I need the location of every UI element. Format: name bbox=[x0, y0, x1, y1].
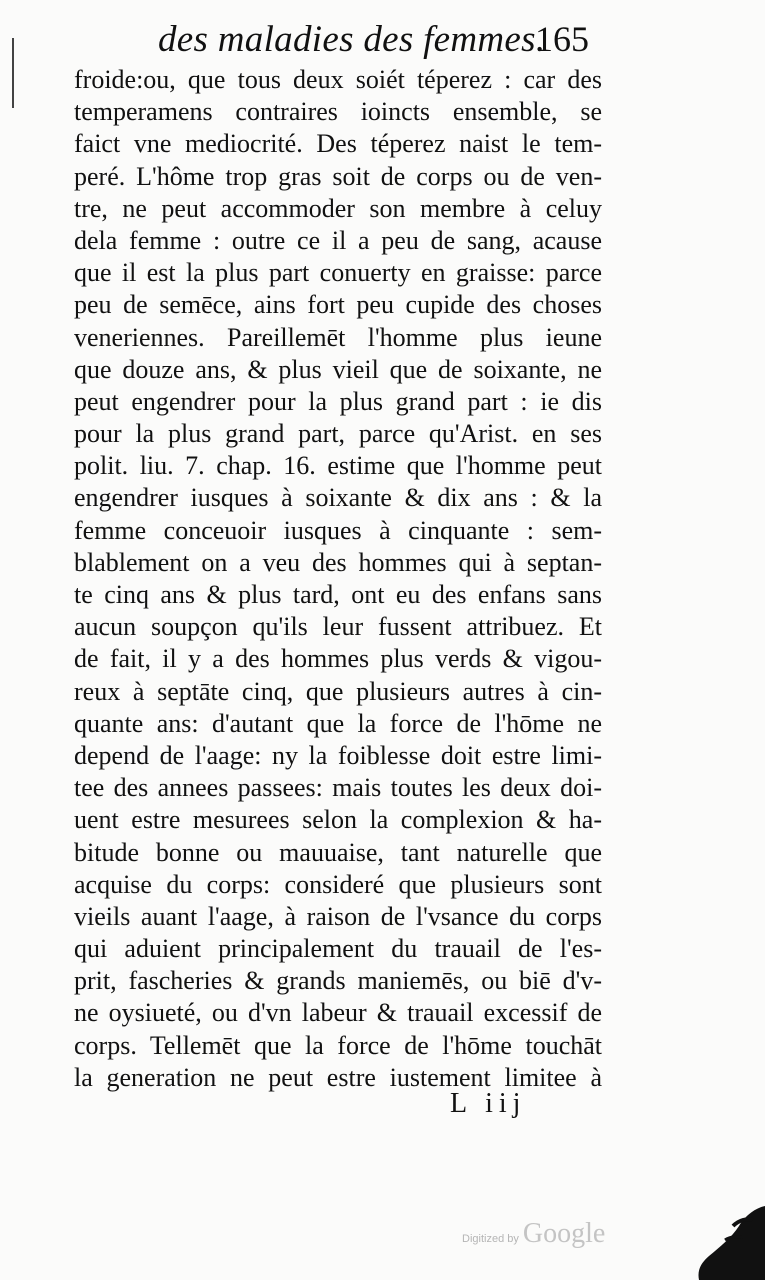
watermark-brand: Google bbox=[522, 1218, 606, 1249]
text-line: bitude bonne ou mauuaise, tant naturelle que bbox=[74, 837, 602, 867]
text-line: aucun soupçon qu'ils leur fussent attribuez. Et bbox=[74, 612, 602, 642]
margin-rule bbox=[12, 38, 14, 108]
running-head: des maladies des femmes. bbox=[158, 19, 546, 60]
text-line: polit. liu. 7. chap. 16. estime que l'homme peut bbox=[74, 451, 602, 481]
text-line: acquise du corps: consideré que plusieurs sont bbox=[74, 869, 602, 899]
text-line: vieils auant l'aage, à raison de l'vsance du corps bbox=[74, 901, 602, 931]
text-line: ne oysiueté, ou d'vn labeur & trauail excessif de bbox=[74, 998, 602, 1028]
text-line: peré. L'hôme trop gras soit de corps ou de ven- bbox=[74, 161, 602, 191]
text-line: blablement on a veu des hommes qui à septan- bbox=[74, 547, 602, 577]
text-line: femme conceuoir iusques à cinquante : sem- bbox=[74, 515, 602, 545]
text-line: te cinq ans & plus tard, ont eu des enfans sans bbox=[74, 580, 602, 609]
scan-finger-mark-icon bbox=[695, 1196, 765, 1280]
text-line: tee des annees passees: mais toutes les deux doi- bbox=[74, 773, 602, 803]
text-line: depend de l'aage: ny la foiblesse doit estre limi- bbox=[74, 740, 602, 770]
text-line: tre, ne peut accommoder son membre à celuy bbox=[74, 193, 602, 223]
text-line: que douze ans, & plus vieil que de soixante, ne bbox=[74, 354, 602, 384]
watermark-prefix: Digitized by bbox=[462, 1233, 519, 1245]
text-line: uent estre mesurees selon la complexion & ha- bbox=[74, 805, 602, 835]
text-line: de fait, il y a des hommes plus verds & vigou- bbox=[74, 644, 602, 674]
page-number: 165 bbox=[535, 19, 589, 59]
text-line: prit, fascheries & grands maniemēs, ou biē d'v- bbox=[74, 966, 602, 996]
text-line: faict vne mediocrité. Des téperez naist le tem- bbox=[74, 129, 602, 159]
text-line: veneriennes. Pareillemēt l'homme plus ieune bbox=[74, 322, 602, 352]
text-line: dela femme : outre ce il a peu de sang, acause bbox=[74, 225, 602, 255]
signature-mark: L iij bbox=[450, 1088, 527, 1119]
text-line: corps. Tellemēt que la force de l'hōme touchāt bbox=[74, 1030, 602, 1060]
body-text bbox=[74, 64, 602, 1094]
text-line: froide:ou, que tous deux soiét téperez : car des bbox=[74, 65, 602, 94]
text-line: pour la plus grand part, parce qu'Arist. en ses bbox=[74, 419, 602, 449]
text-line: engendrer iusques à soixante & dix ans : & la bbox=[74, 483, 602, 513]
text-line: quante ans: d'autant que la force de l'hōme ne bbox=[74, 708, 602, 738]
text-line: temperamens contraires ioincts ensemble, se bbox=[74, 97, 602, 127]
text-line: que il est la plus part conuerty en graisse: parce bbox=[74, 258, 602, 288]
text-line: qui aduient principalement du trauail de l'es- bbox=[74, 934, 602, 964]
text-line: peu de semēce, ains fort peu cupide des choses bbox=[74, 290, 602, 320]
text-line: peut engendrer pour la plus grand part : ie dis bbox=[74, 386, 602, 416]
text-line: la generation ne peut estre iustement limitee à bbox=[74, 1062, 602, 1092]
text-line: reux à septāte cinq, que plusieurs autres à cin- bbox=[74, 676, 602, 706]
digitized-watermark bbox=[462, 1218, 605, 1250]
